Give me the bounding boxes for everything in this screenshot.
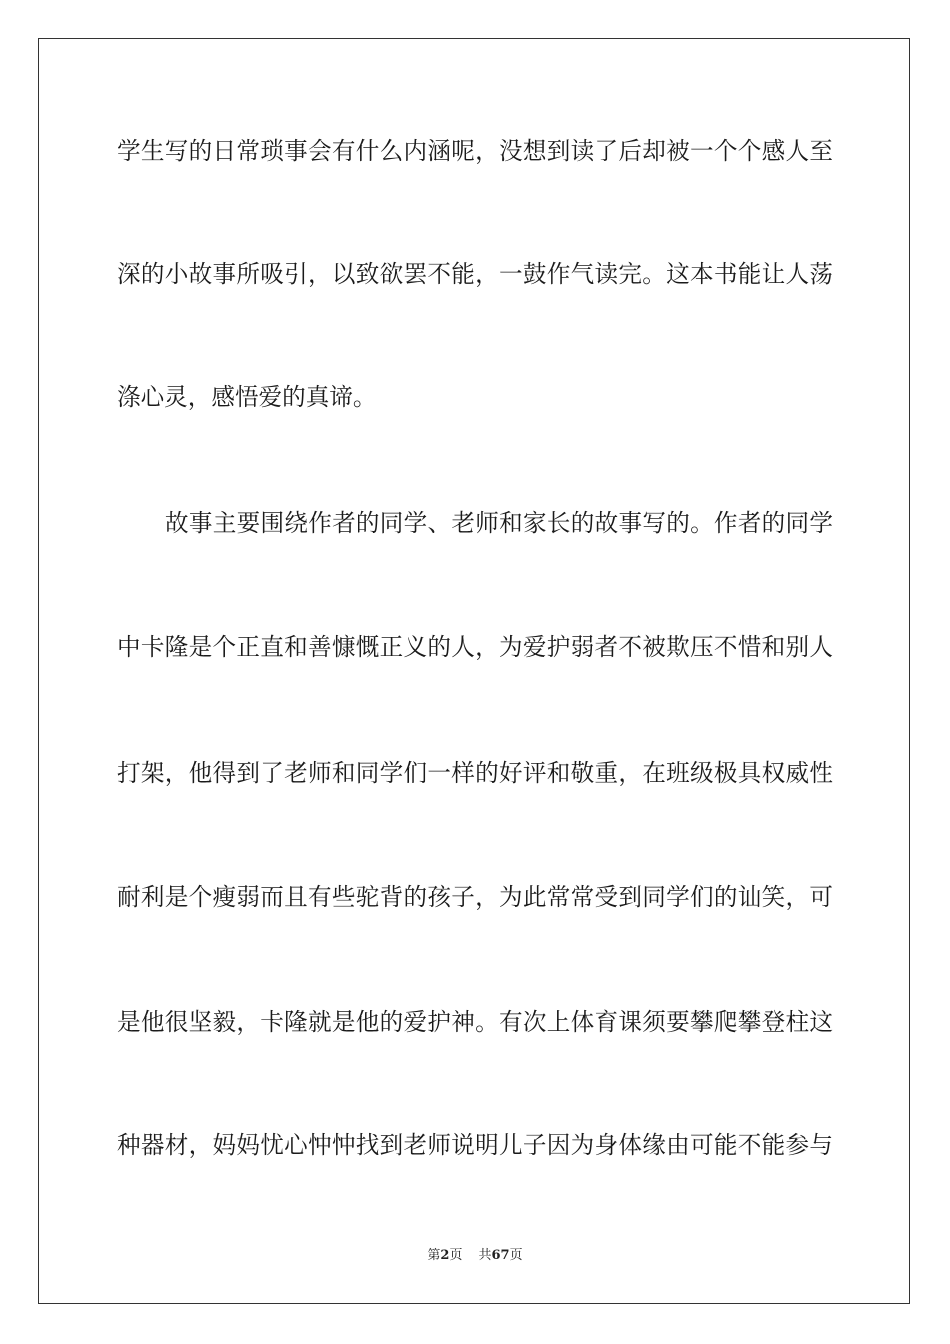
text-line: 耐利是个瘦弱而且有些驼背的孩子，为此常常受到同学们的讪笑，可: [117, 883, 833, 911]
page-footer: [0, 1247, 950, 1265]
page-prefix: 第: [427, 1248, 441, 1263]
page-number: 2: [440, 1248, 450, 1263]
page-border: [38, 38, 910, 1304]
text-line: 打架，他得到了老师和同学们一样的好评和敬重，在班级极具权威性: [117, 759, 833, 787]
text-line: 是他很坚毅，卡隆就是他的爱护神。有次上体育课须要攀爬攀登柱这: [117, 1008, 833, 1036]
text-line: 中卡隆是个正直和善慷慨正义的人，为爱护弱者不被欺压不惜和别人: [117, 633, 833, 661]
total-suffix: 页: [509, 1248, 523, 1263]
text-line: 深的小故事所吸引，以致欲罢不能，一鼓作气读完。这本书能让人荡: [117, 260, 833, 288]
text-line: 涤心灵，感悟爱的真谛。: [117, 383, 377, 411]
page-suffix: 页: [449, 1248, 463, 1263]
text-line: 故事主要围绕作者的同学、老师和家长的故事写的。作者的同学: [165, 509, 833, 537]
text-line: 种器材，妈妈忧心忡忡找到老师说明儿子因为身体缘由可能不能参与: [117, 1131, 833, 1159]
text-line: 学生写的日常琐事会有什么内涵呢，没想到读了后却被一个个感人至: [117, 137, 833, 165]
total-pages: 67: [491, 1248, 510, 1263]
total-prefix: 共: [478, 1248, 492, 1263]
